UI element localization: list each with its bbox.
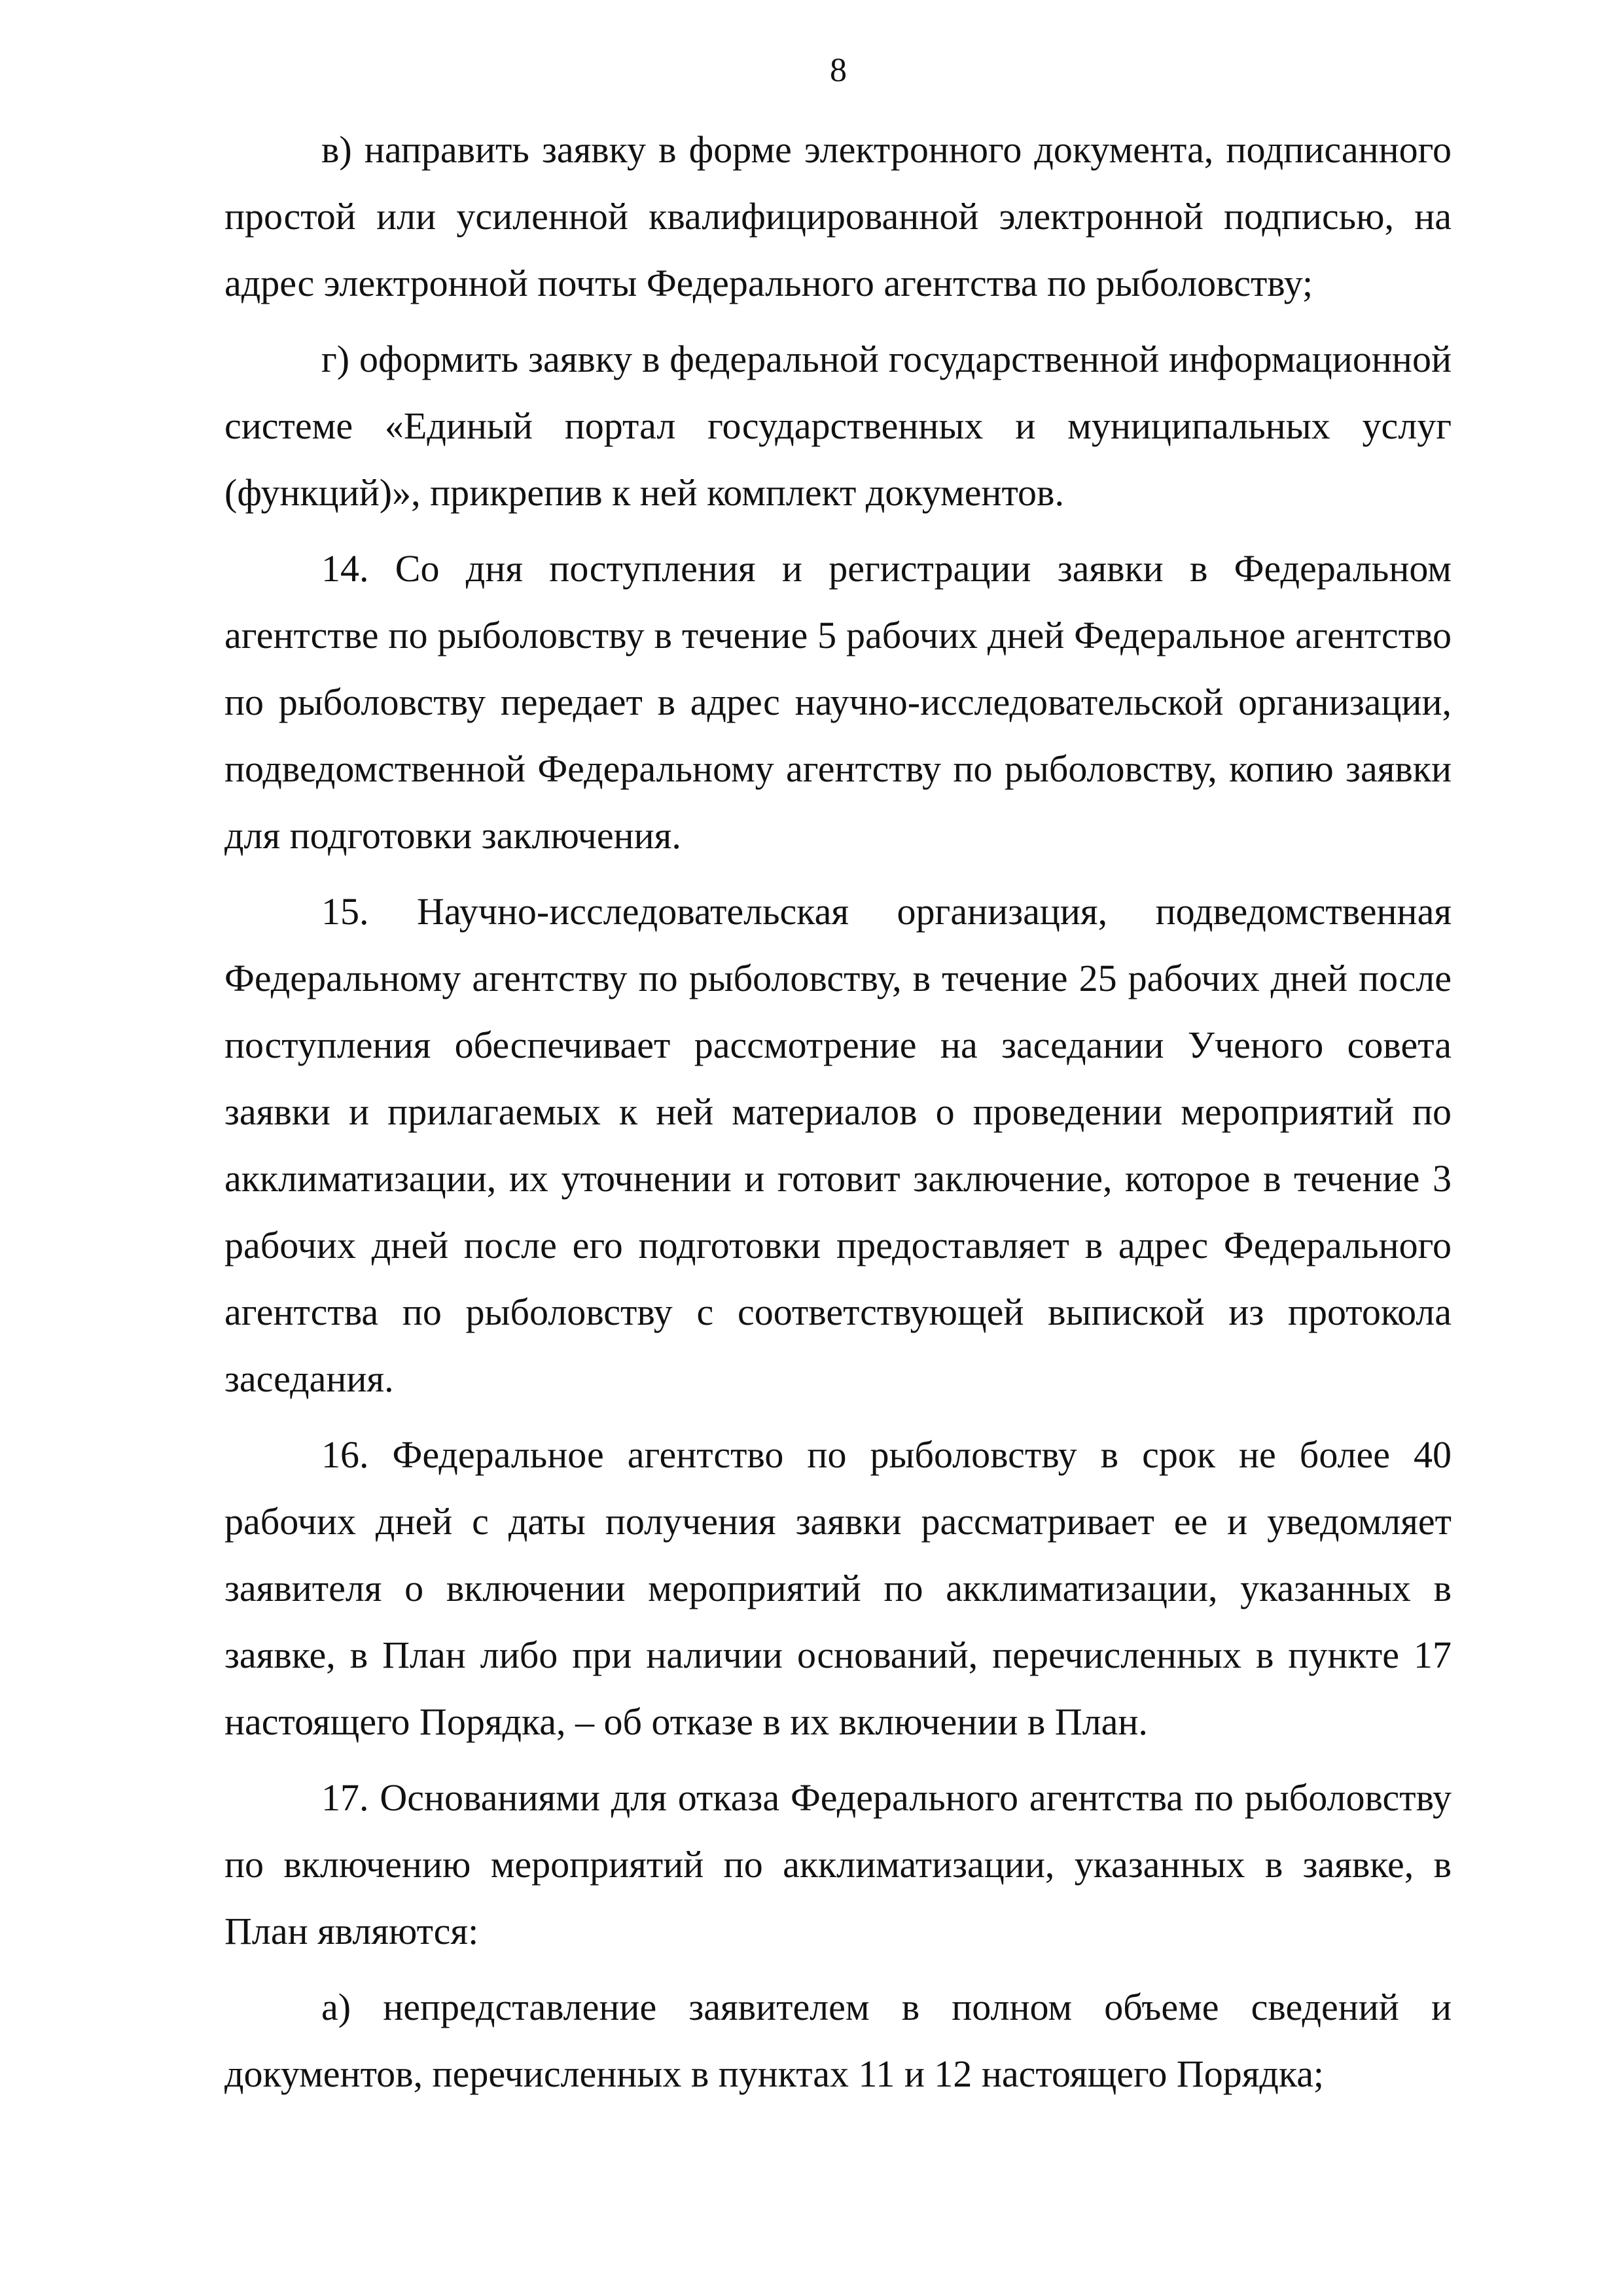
paragraph-clause-14: 14. Со дня поступления и регистрации заявки в Федеральном агентстве по рыболовству в течение 5 рабочих дней Федеральное агентство по рыболовству передает в адрес научно-исследовательской организации, подведомственной Федеральному агентству по рыболовству, копию заявки для подготовки заключения.	[224, 547, 1452, 857]
paragraph-item-g: г) оформить заявку в федеральной государственной информационной системе «Единый портал государственных и муниципальных услуг (функций)», прикрепив к ней комплект документов.	[224, 338, 1452, 514]
page-number: 8	[830, 52, 847, 89]
document-body	[224, 117, 1452, 2117]
paragraph-clause-16: 16. Федеральное агентство по рыболовству в срок не более 40 рабочих дней с даты получения заявки рассматривает ее и уведомляет заявителя о включении мероприятий по акклиматизации, указанных в заявке, в План либо при наличии оснований, перечисленных в пункте 17 настоящего Порядка, – об отказе в их включении в План.	[224, 1433, 1452, 1743]
paragraph-clause-17: 17. Основаниями для отказа Федерального агентства по рыболовству по включению мероприятий по акклиматизации, указанных в заявке, в План являются:	[224, 1776, 1452, 1952]
paragraph-item-a: а) непредставление заявителем в полном объеме сведений и документов, перечисленных в пунктах 11 и 12 настоящего Порядка;	[224, 1986, 1452, 2095]
paragraph-clause-15: 15. Научно-исследовательская организация, подведомственная Федеральному агентству по рыболовству, в течение 25 рабочих дней после поступления обеспечивает рассмотрение на заседании Ученого совета заявки и прилагаемых к ней материалов о проведении мероприятий по акклиматизации, их уточнении и готовит заключение, которое в течение 3 рабочих дней после его подготовки предоставляет в адрес Федерального агентства по рыболовству с соответствующей выпиской из протокола заседания.	[224, 890, 1452, 1400]
paragraph-item-v: в) направить заявку в форме электронного документа, подписанного простой или усиленной квалифицированной электронной подписью, на адрес электронной почты Федерального агентства по рыболовству;	[224, 128, 1452, 304]
